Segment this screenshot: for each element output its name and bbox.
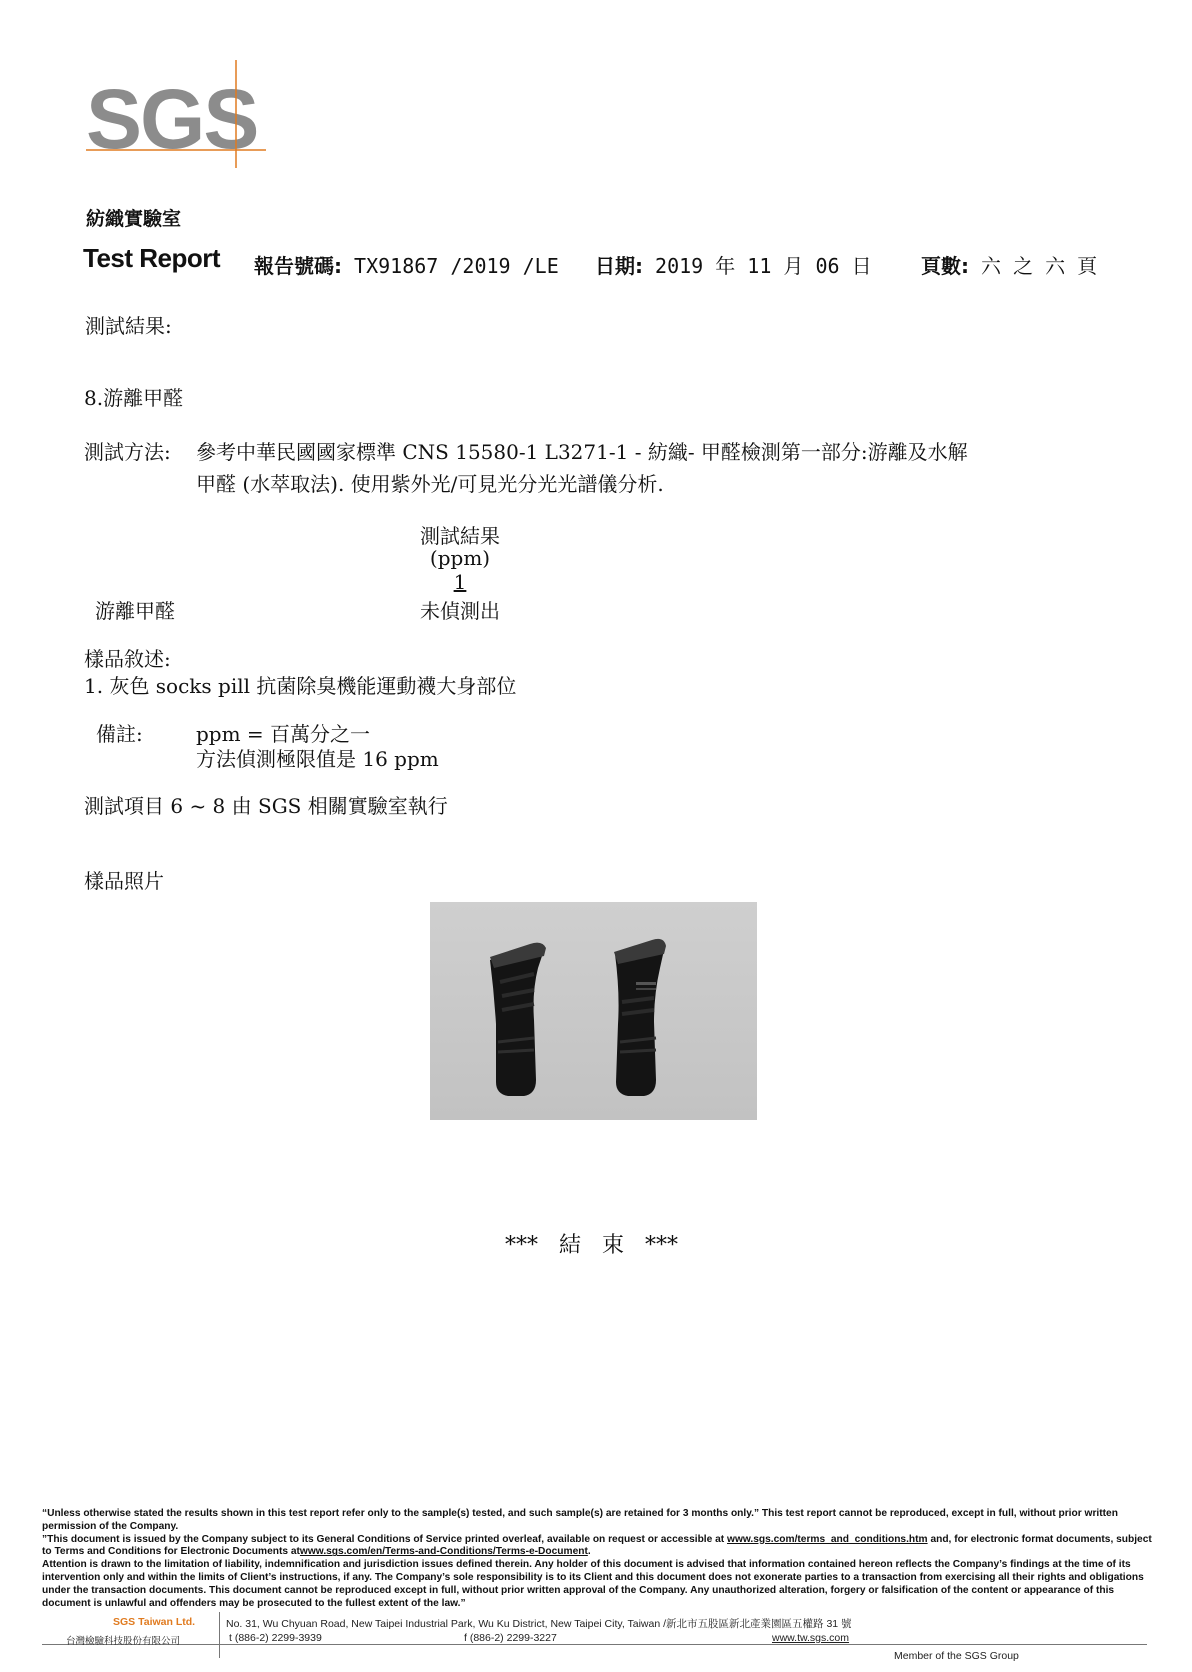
- method-line-2: 甲醛 (水萃取法). 使用紫外光/可見光分光光譜儀分析.: [196, 472, 664, 496]
- company-fax: f (886-2) 2299-3227: [464, 1632, 557, 1644]
- remarks-line-2: 方法偵測極限值是 16 ppm: [196, 747, 439, 771]
- sample-number: 1: [453, 570, 467, 594]
- remarks-label: 備註:: [96, 722, 143, 746]
- report-date: 2019 年 11 月 06 日: [655, 254, 872, 278]
- end-mark: *** 結 束 ***: [505, 1233, 678, 1258]
- footer-paragraph-2: ”This document is issued by the Company subject to its General Conditions of Service printed overleaf, available on request or accessible at www.sgs.com/terms_and_conditions.htm and, for electronic format documents, subject to Terms and Conditions for Electronic Documents atwww.sgs.com/en/Terms-and-Conditions/Terms-e-Document.: [42, 1533, 1152, 1558]
- report-title: Test Report: [83, 243, 221, 273]
- sample-photo: [430, 902, 757, 1120]
- remarks-line-1: ppm = 百萬分之一: [196, 722, 371, 746]
- report-number-label: 報告號碼:: [254, 254, 342, 278]
- method-line-1: 參考中華民國國家標準 CNS 15580-1 L3271-1 - 紡織- 甲醛檢測第一部分:游離及水解: [196, 440, 968, 464]
- footer-disclaimer: [42, 1508, 1157, 1610]
- report-number: TX91867 /2019 /LE: [354, 254, 559, 278]
- report-date-label: 日期:: [595, 254, 643, 278]
- footer-divider-horizontal: [42, 1644, 1147, 1645]
- result-header-line-2: (ppm): [429, 546, 491, 570]
- terms-link[interactable]: www.sgs.com/terms_and_conditions.htm: [727, 1533, 928, 1545]
- company-name-zh: 台灣檢驗科技股份有限公司: [66, 1636, 181, 1647]
- logo-text: SGS: [86, 72, 258, 166]
- method-label: 測試方法:: [84, 440, 171, 464]
- sgs-logo: [86, 60, 286, 170]
- e-document-terms-link[interactable]: www.sgs.com/en/Terms-and-Conditions/Terms-e-Document: [299, 1546, 588, 1558]
- footer-paragraph-1: “Unless otherwise stated the results shown in this test report refer only to the sample(s) tested, and such sample(s) are retained for 3 months only.” This test report cannot be reproduced, except in full, without prior written permission of the Company.: [42, 1508, 1118, 1532]
- footer-divider-vertical: [219, 1612, 220, 1658]
- company-address: No. 31, Wu Chyuan Road, New Taipei Industrial Park, Wu Ku District, New Taipei City, Taiwan /新北市五股區新北產業園區五權路 31 號: [226, 1618, 852, 1630]
- result-row-value: 未偵測出: [420, 599, 500, 623]
- report-date-row: [595, 250, 872, 279]
- section-title: 8.游離甲醛: [84, 386, 184, 410]
- test-items-note: 測試項目 6 ~ 8 由 SGS 相關實驗室執行: [84, 794, 448, 818]
- report-pages-row: [921, 250, 1097, 279]
- report-pages-label: 頁數:: [921, 254, 969, 278]
- sample-desc-heading: 樣品敘述:: [84, 647, 171, 671]
- company-name-en: SGS Taiwan Ltd.: [113, 1616, 196, 1628]
- company-tel: t (886-2) 2299-3939: [229, 1632, 322, 1644]
- footer-paragraph-3: Attention is drawn to the limitation of liability, indemnification and jurisdiction issues defined therein. Any holder of this document is advised that information contained hereon reflects the Company’s findings at the time of its intervention only and within the limits of Client’s instructions, if any. The Company’s sole responsibility is to its Client and this document does not exonerate parties to a transaction from exercising all their rights and obligations under the transaction documents. This document cannot be reproduced except in full, without prior written approval of the Company. Any unauthorized alteration, forgery or falsification of the content or appearance of this document is unlawful and offenders may be prosecuted to the fullest extent of the law.”: [42, 1559, 1144, 1609]
- report-number-row: [254, 250, 559, 279]
- result-header-line-1: 測試結果: [420, 524, 500, 548]
- member-of-group: Member of the SGS Group: [894, 1650, 1019, 1662]
- result-row-label: 游離甲醛: [95, 599, 175, 623]
- lab-title: 紡織實驗室: [86, 208, 182, 230]
- report-pages: 六 之 六 頁: [981, 254, 1098, 278]
- sample-desc-item: 1. 灰色 socks pill 抗菌除臭機能運動襪大身部位: [84, 674, 517, 698]
- photo-heading: 樣品照片: [84, 869, 164, 893]
- results-heading: 測試結果:: [85, 314, 172, 338]
- company-website[interactable]: www.tw.sgs.com: [772, 1632, 850, 1644]
